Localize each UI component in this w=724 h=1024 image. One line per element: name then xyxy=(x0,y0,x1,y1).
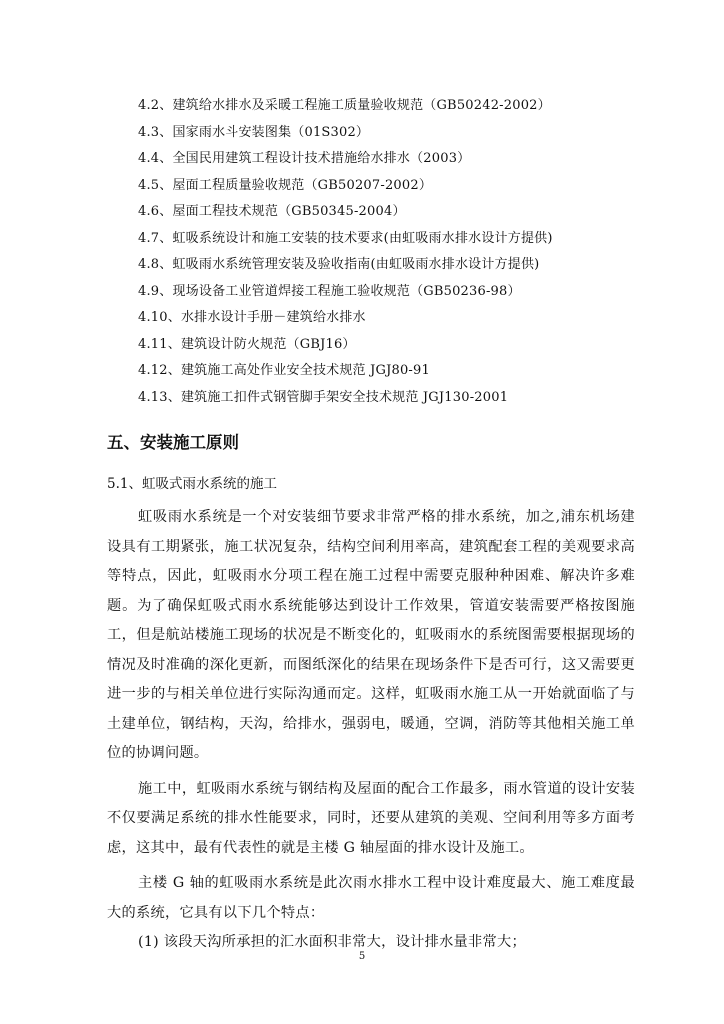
reference-item: 4.5、屋面工程质量验收规范（GB50207-2002） xyxy=(138,177,433,193)
subsection-heading: 5.1、虹吸式雨水系统的施工 xyxy=(107,476,277,492)
body-paragraph: 主楼 G 轴的虹吸雨水系统是此次雨水排水工程中设计难度最大、施工难度最大的系统，它具有以下几个特点： xyxy=(107,875,635,921)
reference-item: 4.13、建筑施工扣件式钢管脚手架安全技术规范 JGJ130-2001 xyxy=(138,389,509,405)
reference-item: 4.4、全国民用建筑工程设计技术措施给水排水（2003） xyxy=(138,151,471,166)
reference-item: 4.7、虹吸系统设计和施工安装的技术要求(由虹吸雨水排水设计方提供) xyxy=(138,230,553,246)
reference-standards-list xyxy=(138,93,553,411)
reference-item: 4.6、屋面工程技术规范（GB50345-2004） xyxy=(138,204,406,219)
reference-item: 4.2、建筑给水排水及采暖工程施工质量验收规范（GB50242-2002） xyxy=(138,98,551,113)
reference-item: 4.8、虹吸雨水系统管理安装及验收指南(由虹吸雨水排水设计方提供) xyxy=(138,257,540,272)
feature-list-item: (1) 该段天沟所承担的汇水面积非常大，设计排水量非常大； xyxy=(138,934,526,950)
reference-item: 4.10、水排水设计手册－建筑给水排水 xyxy=(138,310,366,325)
body-paragraph: 虹吸雨水系统是一个对安装细节要求非常严格的排水系统，加之,浦东机场建设具有工期紧张，施工状况复杂，结构空间利用率高，建筑配套工程的美观要求高等特点，因此，虹吸雨水分项工程在施工过程中需要克服种种困难、解决许多难题。为了确保虹吸式雨水系统能够达到设计工作效果，管道安装需要严格按图施工，但是航站楼施工现场的状况是不断变化的，虹吸雨水的系统图需要根据现场的情况及时准确的深化更新，而图纸深化的结果在现场条件下是否可行，这又需要更进一步的与相关单位进行实际沟通而定。这样，虹吸雨水施工从一开始就面临了与土建单位，钢结构，天沟，给排水，强弱电，暖通，空调，消防等其他相关施工单位的协调问题。 xyxy=(107,509,635,761)
reference-item: 4.9、现场设备工业管道焊接工程施工验收规范（GB50236-98） xyxy=(138,283,521,299)
page-number: 5 xyxy=(358,951,366,962)
body-paragraph: 施工中，虹吸雨水系统与钢结构及屋面的配合工作最多，雨水管道的设计安装不仅要满足系统的排水性能要求，同时，还要从建筑的美观、空间利用等多方面考虑，这其中，最有代表性的就是主楼 G 轴屋面的排水设计及施工。 xyxy=(107,780,635,856)
section-body xyxy=(107,503,635,958)
reference-item: 4.3、国家雨水斗安装图集（01S302） xyxy=(138,124,370,140)
section-heading: 五、安装施工原则 xyxy=(107,433,239,452)
reference-item: 4.11、建筑设计防火规范（GBJ16） xyxy=(138,336,356,352)
reference-item: 4.12、建筑施工高处作业安全技术规范 JGJ80-91 xyxy=(138,363,430,378)
